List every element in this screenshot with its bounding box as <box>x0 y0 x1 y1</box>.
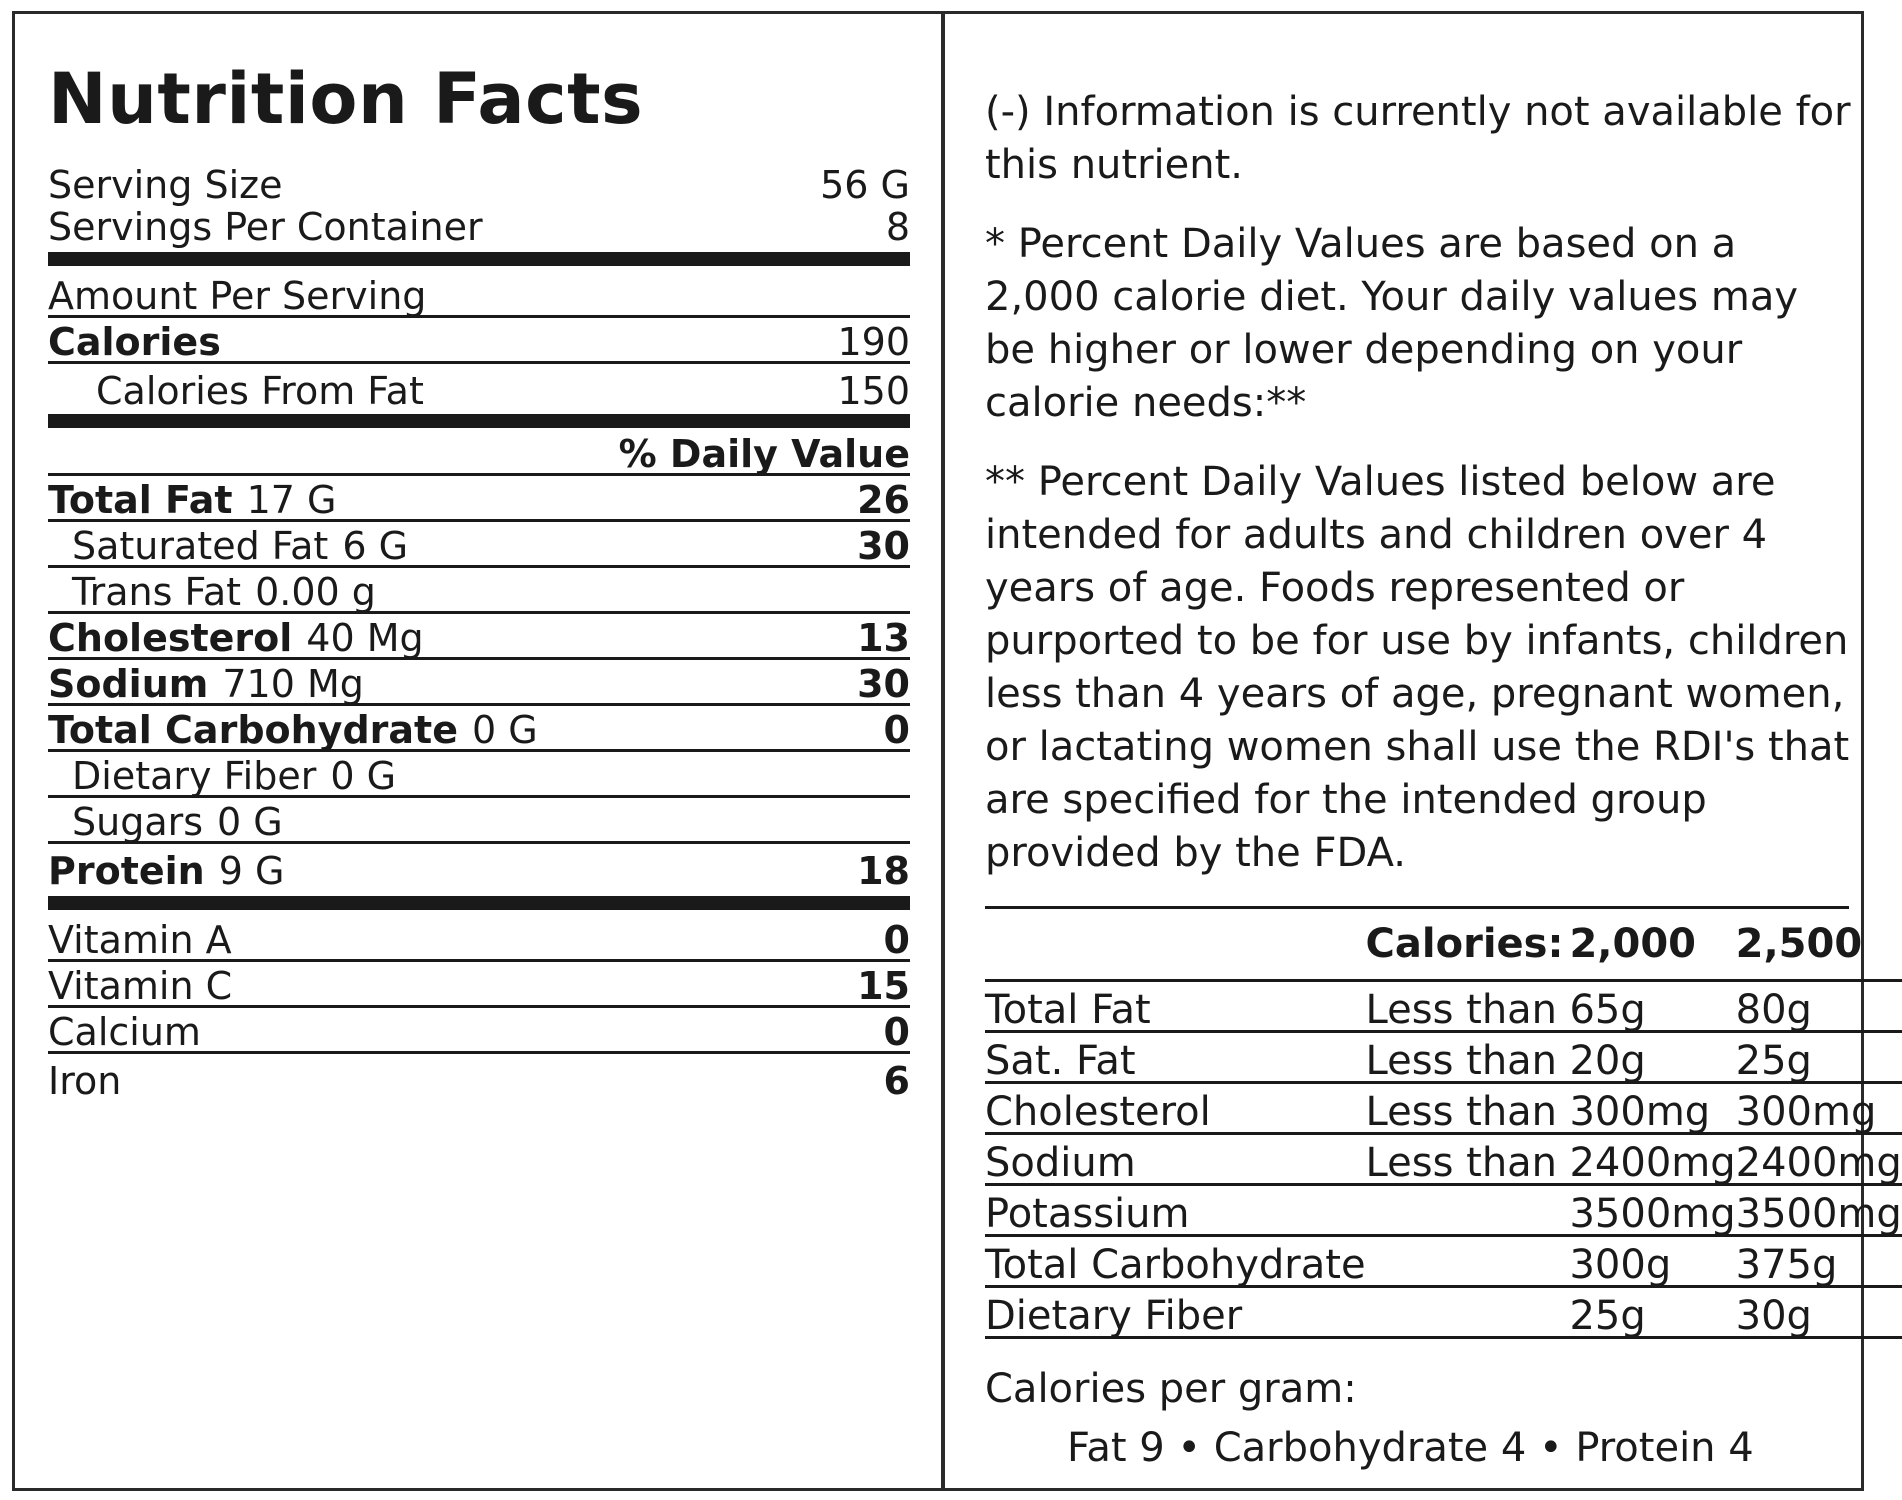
table-value-2500: 80g <box>1736 981 1902 1032</box>
nutrient-amount: 710 Mg <box>222 662 364 706</box>
footnote-rdi: ** Percent Daily Values listed below are intended for adults and children over 4 years of age. Foods represented or purported to be for use by infants, children less than 4 years of age, pregnant women, or lactating women shall use the RDI's that are specified for the intended group provided by the FDA. <box>985 459 1850 876</box>
nutrient-row-total-carbohydrate <box>48 706 910 752</box>
vitamin-dv: 0 <box>883 918 910 962</box>
table-qualifier <box>1366 1236 1570 1287</box>
nutrient-dv: 26 <box>857 478 910 522</box>
footnotes-panel <box>985 86 1902 1471</box>
table-qualifier: Less than <box>1366 1083 1570 1134</box>
table-nutrient: Total Carbohydrate <box>985 1236 1366 1287</box>
table-value-2500: 30g <box>1736 1287 1902 1338</box>
table-value-2000: 25g <box>1569 1287 1735 1338</box>
servings-per-container-label: Servings Per Container <box>48 205 483 249</box>
thick-rule <box>48 252 910 266</box>
nutrient-row-cholesterol <box>48 614 910 660</box>
calories-per-gram-label: Calories per gram: <box>985 1366 1357 1412</box>
table-qualifier <box>1366 1287 1570 1338</box>
nutrient-row-saturated-fat <box>48 522 910 568</box>
nutrient-amount: 0 G <box>471 708 538 752</box>
vitamin-row-vitamin-c <box>48 962 910 1008</box>
thick-rule <box>48 414 910 428</box>
calories-row <box>48 318 910 364</box>
calories-2000-header: 2,000 <box>1569 909 1735 981</box>
daily-values-table <box>985 909 1902 1339</box>
table-nutrient: Dietary Fiber <box>985 1287 1366 1338</box>
table-row <box>985 1032 1902 1083</box>
calories-header-label: Calories: <box>1366 909 1570 981</box>
footnote-not-available: (-) Information is currently not available for this nutrient. <box>985 89 1851 188</box>
daily-value-header-row <box>48 428 910 476</box>
servings-per-container-row <box>48 204 910 249</box>
table-value-2500: 375g <box>1736 1236 1902 1287</box>
table-row <box>985 1287 1902 1338</box>
nutrient-row-total-fat <box>48 476 910 522</box>
table-header-row <box>985 909 1902 981</box>
table-nutrient: Total Fat <box>985 981 1366 1032</box>
nutrient-row-sodium <box>48 660 910 706</box>
nutrient-amount: 17 G <box>246 478 337 522</box>
nutrient-name: Sodium <box>48 662 209 706</box>
panel-divider <box>941 14 945 1488</box>
calories-from-fat-row <box>48 364 910 413</box>
nutrient-dv: 30 <box>857 524 910 568</box>
vitamin-dv: 6 <box>883 1059 910 1103</box>
nutrient-name: Total Fat <box>48 478 233 522</box>
vitamin-row-calcium <box>48 1008 910 1054</box>
vitamin-name: Iron <box>48 1059 122 1103</box>
nutrient-row-sugars <box>48 798 910 844</box>
table-value-2000: 300g <box>1569 1236 1735 1287</box>
amount-per-serving-label: Amount Per Serving <box>48 274 427 318</box>
table-value-2500: 300mg <box>1736 1083 1902 1134</box>
servings-per-container-value: 8 <box>885 205 910 249</box>
table-nutrient: Sat. Fat <box>985 1032 1366 1083</box>
vitamin-row-vitamin-a <box>48 916 910 962</box>
nutrient-name: Cholesterol <box>48 616 293 660</box>
nutrient-amount: 0 G <box>330 754 397 798</box>
nutrient-row-trans-fat <box>48 568 910 614</box>
nutrient-name: Dietary Fiber <box>72 754 317 798</box>
calories-per-gram-values: Fat 9 • Carbohydrate 4 • Protein 4 <box>1067 1425 1754 1471</box>
table-row <box>985 1134 1902 1185</box>
footnote-percent-daily-values: * Percent Daily Values are based on a 2,000 calorie diet. Your daily values may be higher or lower depending on your calorie needs:** <box>985 221 1799 426</box>
table-value-2000: 300mg <box>1569 1083 1735 1134</box>
table-value-2000: 2400mg <box>1569 1134 1735 1185</box>
nutrient-name: Total Carbohydrate <box>48 708 458 752</box>
table-qualifier: Less than <box>1366 1032 1570 1083</box>
table-row <box>985 1236 1902 1287</box>
nutrition-facts-panel <box>48 58 910 1103</box>
nutrient-amount: 6 G <box>342 524 409 568</box>
calories-label: Calories <box>48 320 221 364</box>
nutrient-amount: 40 Mg <box>306 616 424 660</box>
calories-2500-header: 2,500 <box>1736 909 1902 981</box>
vitamin-name: Vitamin C <box>48 964 233 1008</box>
nutrient-dv: 0 <box>883 708 910 752</box>
table-qualifier: Less than <box>1366 981 1570 1032</box>
nutrient-dv: 18 <box>857 849 910 893</box>
vitamin-name: Calcium <box>48 1010 201 1054</box>
table-row <box>985 1185 1902 1236</box>
daily-value-header: % Daily Value <box>618 432 910 476</box>
nutrient-row-protein <box>48 844 910 893</box>
vitamin-name: Vitamin A <box>48 918 232 962</box>
nutrient-amount: 0.00 g <box>255 570 376 614</box>
table-qualifier: Less than <box>1366 1134 1570 1185</box>
vitamin-dv: 0 <box>883 1010 910 1054</box>
nutrient-row-dietary-fiber <box>48 752 910 798</box>
calories-value: 190 <box>837 320 910 364</box>
vitamin-dv: 15 <box>857 964 910 1008</box>
table-value-2500: 2400mg <box>1736 1134 1902 1185</box>
nutrition-facts-title: Nutrition Facts <box>48 58 644 140</box>
thick-rule <box>48 896 910 910</box>
nutrient-dv: 13 <box>857 616 910 660</box>
calories-from-fat-label: Calories From Fat <box>96 369 424 413</box>
serving-size-row <box>48 162 910 207</box>
table-qualifier <box>1366 1185 1570 1236</box>
table-value-2000: 20g <box>1569 1032 1735 1083</box>
nutrient-name: Protein <box>48 849 205 893</box>
table-value-2000: 65g <box>1569 981 1735 1032</box>
amount-per-serving-row <box>48 274 910 318</box>
table-nutrient: Sodium <box>985 1134 1366 1185</box>
table-row <box>985 1083 1902 1134</box>
table-value-2500: 25g <box>1736 1032 1902 1083</box>
table-nutrient: Cholesterol <box>985 1083 1366 1134</box>
nutrient-name: Sugars <box>72 800 204 844</box>
table-nutrient: Potassium <box>985 1185 1366 1236</box>
nutrient-amount: 0 G <box>217 800 283 844</box>
nutrition-label <box>12 11 1902 1491</box>
calories-from-fat-value: 150 <box>837 369 910 413</box>
table-row <box>985 981 1902 1032</box>
nutrient-name: Saturated Fat <box>72 524 329 568</box>
nutrient-amount: 9 G <box>218 849 285 893</box>
nutrient-name: Trans Fat <box>72 570 242 614</box>
table-value-2000: 3500mg <box>1569 1185 1735 1236</box>
serving-size-label: Serving Size <box>48 163 283 207</box>
table-value-2500: 3500mg <box>1736 1185 1902 1236</box>
serving-size-value: 56 G <box>820 163 910 207</box>
vitamin-row-iron <box>48 1054 910 1103</box>
nutrient-dv: 30 <box>857 662 910 706</box>
